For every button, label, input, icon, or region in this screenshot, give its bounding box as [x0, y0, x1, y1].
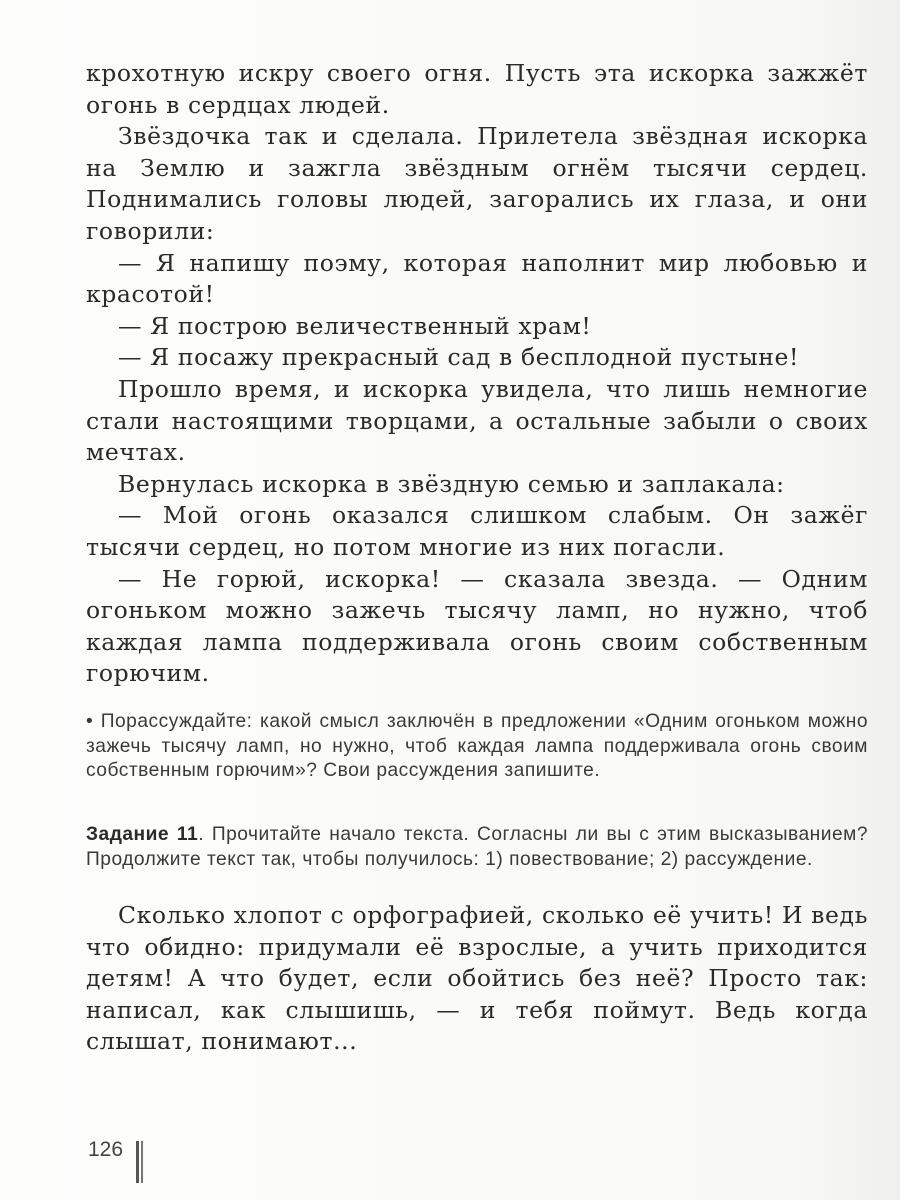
task-instructions: . Прочитайте начало текста. Согласны ли вы с этим высказыванием? Продолжите текст так, чтобы получилось: 1) повествование; 2) рассуждение.: [86, 824, 868, 870]
task-11: [86, 823, 868, 872]
story-text: [86, 58, 868, 690]
story-paragraph: Звёздочка так и сделала. Прилетела звёздная искорка на Землю и зажгла звёздным огнём тысячи сердец. Поднимались головы людей, загорались их глаза, и они говорили:: [86, 122, 868, 245]
page-number: 126: [88, 1138, 124, 1161]
discussion-question: [86, 710, 868, 784]
story-paragraph: Прошло время, и искорка увидела, что лишь немногие стали настоящими творцами, а остальные забыли о своих мечтах.: [86, 374, 868, 467]
story-paragraph: — Я напишу поэму, которая наполнит мир любовью и красотой!: [86, 248, 868, 309]
page-marker-bar: [136, 1141, 143, 1183]
bullet-icon: •: [86, 711, 94, 732]
question-text: Порассуждайте: какой смысл заключён в предложении «Одним огоньком можно зажечь тысячу ламп, но нужно, чтоб каждая лампа поддерживала огонь своим собственным горючим»? Свои рассуждения запишите.: [86, 711, 868, 781]
story-paragraph: — Я построю величественный храм!: [118, 311, 592, 340]
story-paragraph: — Не горюй, искорка! — сказала звезда. — Одним огоньком можно зажечь тысячу ламп, но нужно, чтоб каждая лампа поддерживала огонь своим собственным горючим.: [86, 564, 868, 688]
task-text-paragraph: Сколько хлопот с орфографией, сколько её учить! И ведь что обидно: придумали её взрослые, а учить приходится детям! А что будет, если обойтись без неё? Просто так: написал, как слышишь, — и тебя поймут. Ведь когда слышат, понимают...: [86, 901, 868, 1056]
story-paragraph: Вернулась искорка в звёздную семью и заплакала:: [118, 469, 785, 498]
story-paragraph: крохотную искру своего огня. Пусть эта искорка зажжёт огонь в сердцах людей.: [86, 59, 868, 119]
story-paragraph: — Я посажу прекрасный сад в бесплодной пустыне!: [118, 343, 800, 372]
task-label: Задание 11: [86, 824, 199, 845]
task-source-text: [86, 900, 868, 1058]
story-paragraph: — Мой огонь оказался слишком слабым. Он зажёг тысячи сердец, но потом многие из них погасли.: [86, 501, 868, 561]
